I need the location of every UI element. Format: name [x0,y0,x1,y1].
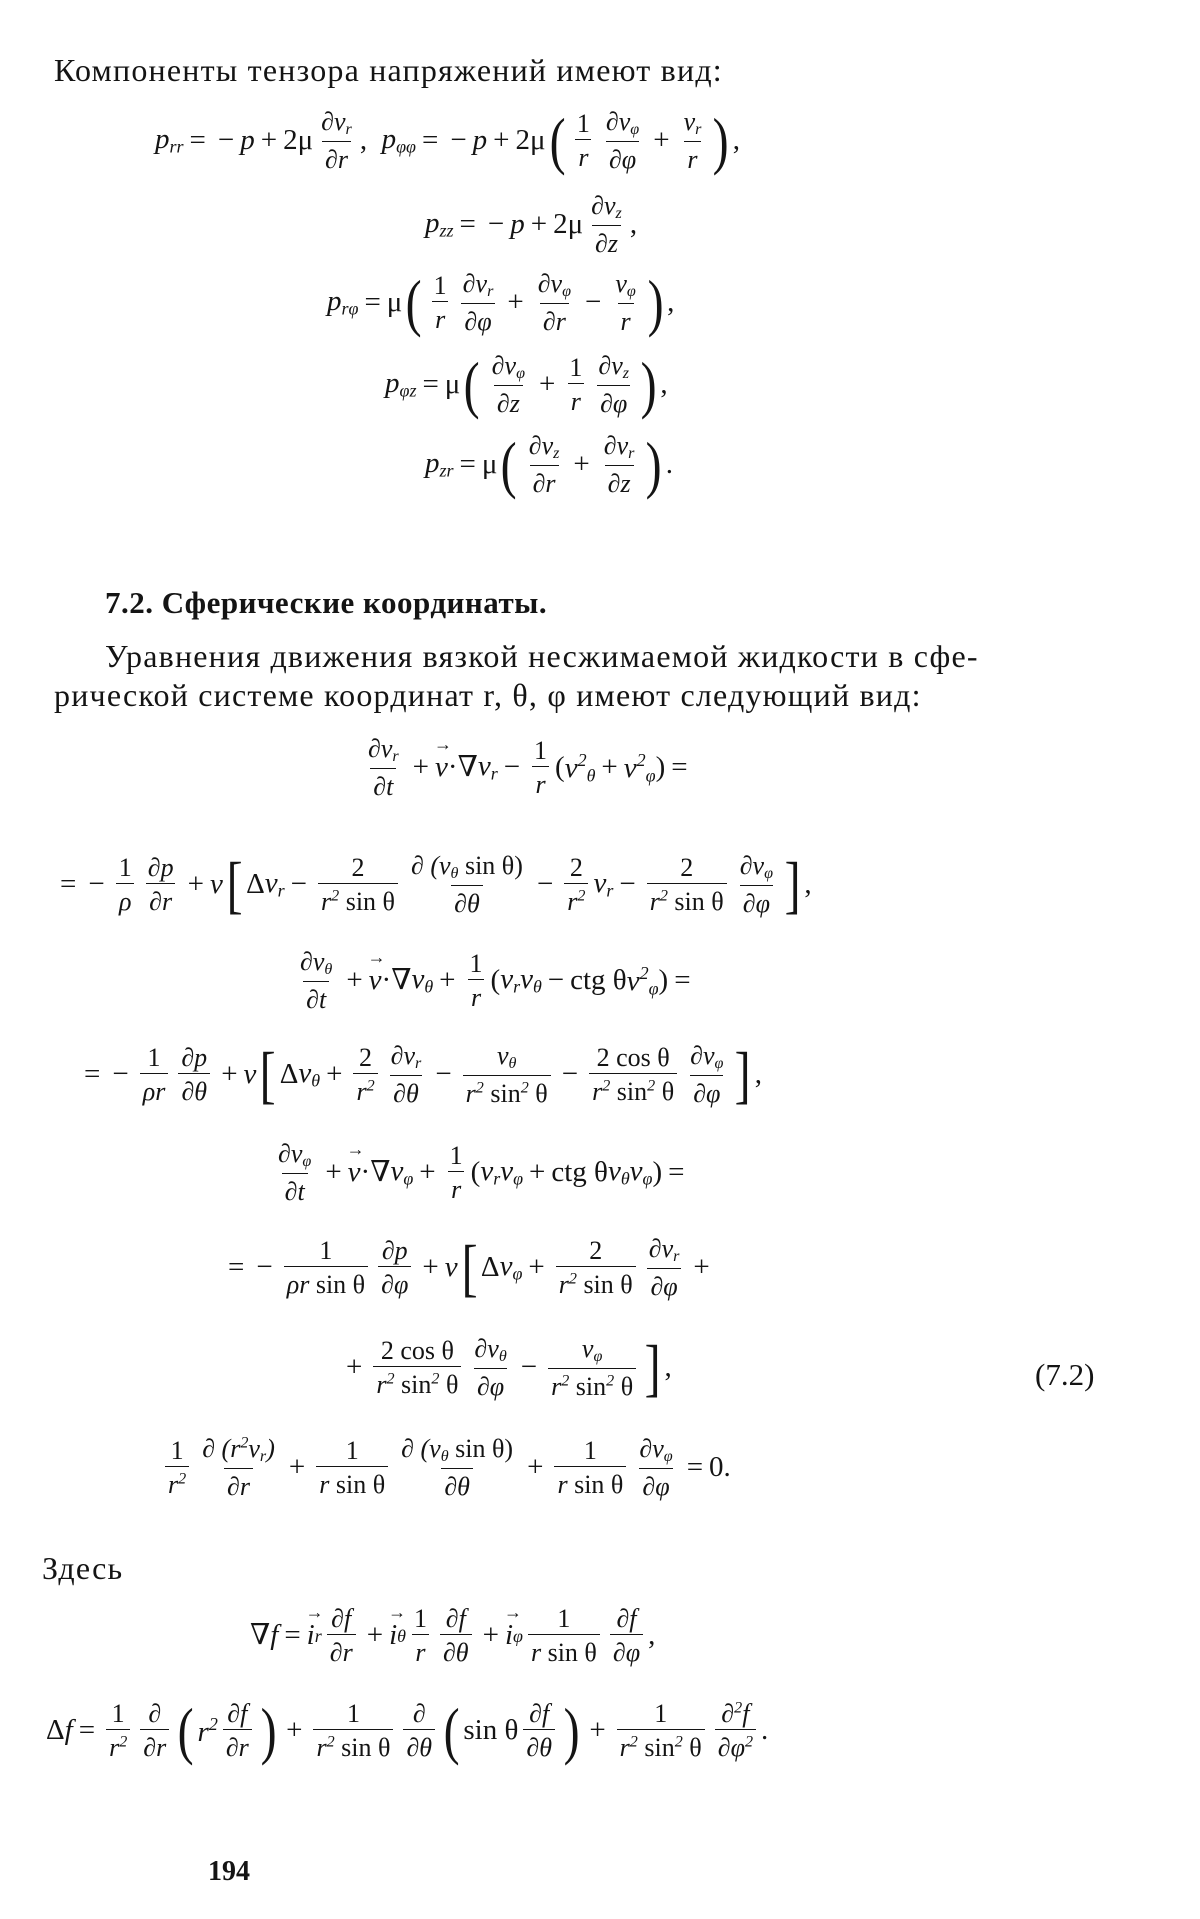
equation-number: (7.2) [1035,1357,1095,1392]
formula-prr-pphiphi: $p_{rr}$ = − p + 2μ $\frac{\partial v_r}{\partial r}$ , $p_{\varphi\varphi}$ = − p + 2μ ( $\frac{1}{r}$ $\frac{\partial v_\varphi}{\partial\varphi}$ + $\frac{v_r}{r}$ ) , [155,104,740,176]
formula-r-momentum-rhs: = − $\frac{1}{\rho}$ $\frac{\partial p}{\partial r}$ + ν [ Δ $v_r$ − $\frac{2}{r^2 \sin \theta}$ $\frac{\partial (v_\theta \sin \theta)}{\partial\theta}$ − $\frac{2}{r^2}$ $v_r$ − $\frac{2}{r^2 \sin \theta}$ $\frac{\partial v_\varphi}{\partial\varphi}$ ] , [60,848,812,920]
formula-phi-momentum-lhs: $\frac{\partial v_\varphi}{\partial t}$ + → v ·∇ $v_\varphi$ + $\frac{1}{r}$ ( $v_rv_\varphi$ + ctg θ $v_\theta v_\varphi$ ) = [270,1140,691,1205]
formula-theta-momentum-rhs: = − $\frac{1}{\rho r}$ $\frac{\partial p}{\partial\theta}$ + ν [ Δ $v_\theta$ + $\frac{2}{r^2}$ $\frac{\partial v_r}{\partial\theta}$ − $\frac{v_\theta}{r^2 \sin^2 \theta}$ − $\frac{\text{2 cos θ}}{r^2 \sin^2 \theta}$ $\frac{\partial v_\varphi}{\partial\varphi}$ ] , [84,1038,763,1110]
here-word: Здесь [42,1550,124,1586]
formula-pzz: $p_{zz}$ = − p + 2μ $\frac{\partial v_z}{\partial z}$ , [425,191,638,258]
formula-theta-momentum-lhs: $\frac{\partial v_\theta}{\partial t}$ + → v ·∇ $v_\theta$ + $\frac{1}{r}$ ( $v_rv_\theta$ − ctg θ $v^2_\varphi$ ) = [292,948,697,1013]
formula-prphi: $p_{r\varphi}$ = μ ( $\frac{1}{r}$ $\frac{\partial v_r}{\partial\varphi}$ + $\frac{\partial v_\varphi}{\partial r}$ − $\frac{v_\varphi}{r}$ ) , [327,266,675,338]
formula-pzr: $p_{zr}$ = μ ( $\frac{\partial v_z}{\partial r}$ + $\frac{\partial v_r}{\partial z}$ ) . [425,428,673,500]
paragraph-line-2: рической системе координат r, θ, φ имеют следующий вид: [54,677,922,713]
formula-laplacian: Δ f = $\frac{1}{r^2}$ $\frac{\partial}{\partial r}$ ( $r^2$ $\frac{\partial f}{\partial r}$ ) + $\frac{1}{r^2 \sin \theta}$ $\frac{\partial}{\partial\theta}$ ( sin θ $\frac{\partial f}{\partial\theta}$ ) + $\frac{1}{r^2 \sin^2 \theta}$ $\frac{\partial^2f}{\partial\varphi^2}$ . [46,1695,769,1766]
paragraph-line-1: Уравнения движения вязкой несжимаемой жидкости в сфе- [105,638,979,674]
section-heading: 7.2. Сферические координаты. [105,585,548,620]
formula-pphiz: $p_{\varphi z}$ = μ ( $\frac{\partial v_\varphi}{\partial z}$ + $\frac{1}{r}$ $\frac{\partial v_z}{\partial\varphi}$ ) , [385,348,668,420]
intro-line: Компоненты тензора напряжений имеют вид: [54,52,723,88]
formula-phi-momentum-rhs-line2: + $\frac{\text{2 cos θ}}{r^2 \sin^2 \theta}$ $\frac{\partial v_\theta}{\partial\varphi}$ − $\frac{v_\varphi}{r^2 \sin^2 \theta}$ ] , [346,1331,672,1403]
formula-r-momentum-lhs: $\frac{\partial v_r}{\partial t}$ + → v ·∇ $v_r$ − $\frac{1}{r}$ ( $v^2_\theta$ + $v^2_\varphi$ ) = [360,735,694,800]
formula-gradient: ∇ f = → i r $\frac{\partial f}{\partial r}$ + → i θ $\frac{1}{r}$ $\frac{\partial f}{\partial\theta}$ + → i φ $\frac{1}{\text{r sin θ}}$ $\frac{\partial f}{\partial\varphi}$ , [250,1605,655,1667]
formula-phi-momentum-rhs-line1: = − $\frac{1}{\text{ρr sin θ}}$ $\frac{\partial p}{\partial\varphi}$ + ν [ Δ $v_\varphi$ + $\frac{2}{r^2 \sin \theta}$ $\frac{\partial v_r}{\partial\varphi}$ + [228,1231,710,1303]
page-number: 194 [208,1856,250,1887]
formula-continuity: $\frac{1}{r^2}$ $\frac{\partial (r^2v_r)}{\partial r}$ + $\frac{1}{\text{r sin θ}}$ $\frac{\partial (v_\theta \sin \theta)}{\partial\theta}$ + $\frac{1}{\text{r sin θ}}$ $\frac{\partial v_\varphi}{\partial\varphi}$ = 0. [160,1435,731,1500]
